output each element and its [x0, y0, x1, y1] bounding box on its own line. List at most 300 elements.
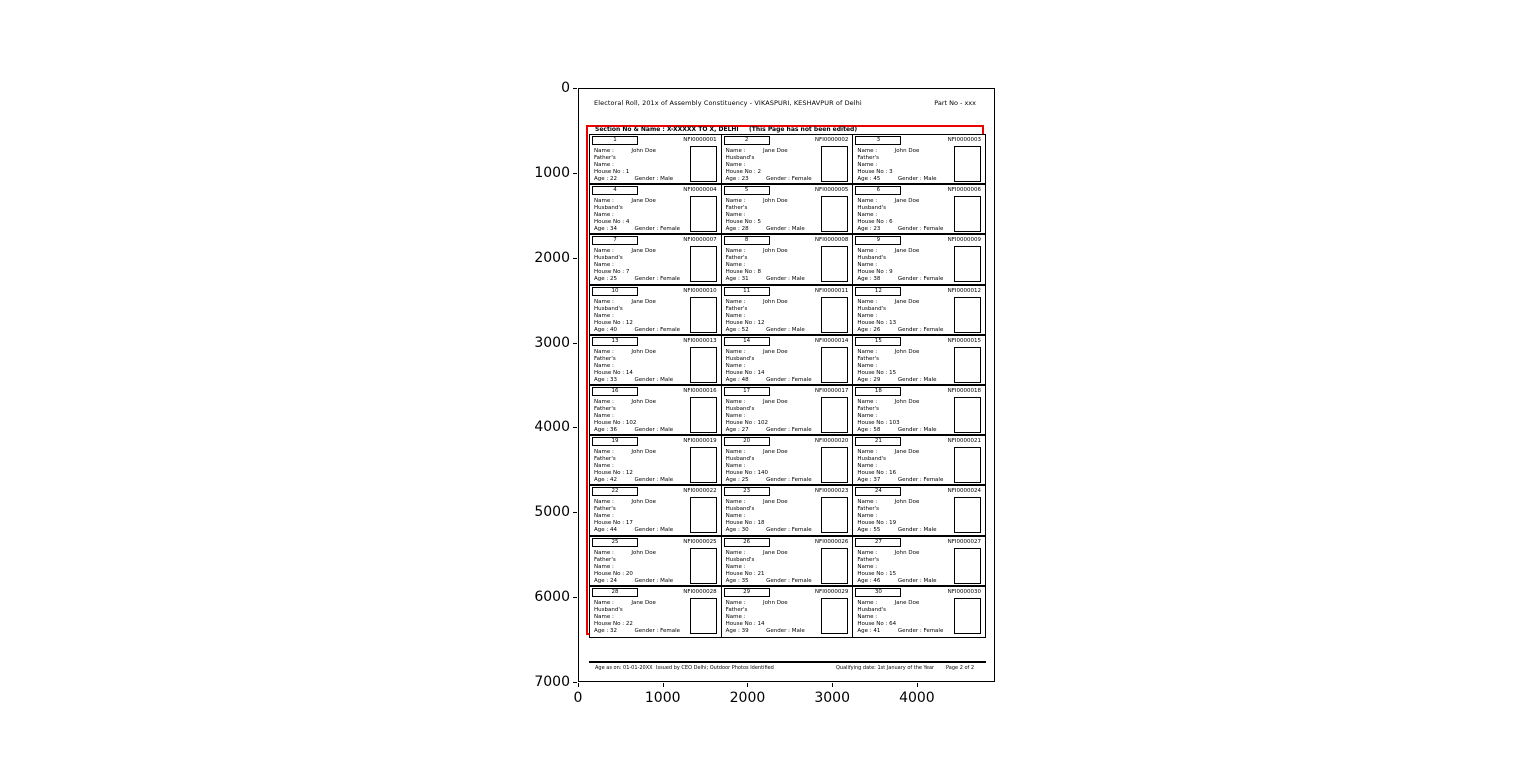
voter-name: Jane Doe	[894, 599, 920, 606]
relation-line-2: Name :	[725, 312, 746, 319]
house-number: 9	[889, 269, 893, 276]
footer-age-note: Age as on: 01-01-20XX	[595, 665, 653, 671]
y-tick-label: 0	[561, 80, 570, 96]
serial-number-box	[855, 588, 901, 597]
serial-number-box	[855, 387, 901, 396]
name-label: Name :	[857, 599, 878, 606]
x-tick-label: 4000	[899, 690, 935, 706]
age-value: 33	[610, 376, 617, 383]
gender-label: Gender :	[634, 527, 661, 534]
gender-label: Gender :	[766, 527, 792, 534]
voter-name-line	[726, 248, 821, 255]
voter-card	[590, 486, 722, 536]
epic-number: NFI0000020	[814, 438, 849, 445]
house-number: 8	[757, 269, 761, 276]
voter-photo-box	[690, 548, 717, 584]
voter-name: John Doe	[631, 499, 657, 506]
footer-divider	[589, 661, 986, 663]
gender-value: Female	[791, 527, 812, 534]
voter-name-line	[594, 550, 689, 557]
serial-number: 23	[743, 488, 751, 495]
relation-line-2: Name :	[857, 463, 878, 470]
voter-name: John Doe	[894, 348, 920, 355]
voter-photo-box	[690, 196, 717, 232]
age-label: Age :	[857, 527, 874, 534]
voter-name: Jane Doe	[631, 599, 656, 606]
gender-value: Male	[791, 226, 805, 233]
gender-label: Gender :	[766, 376, 792, 383]
y-tick-mark	[573, 512, 577, 513]
voter-photo-box	[690, 497, 717, 533]
relation-line-1: Husband's	[594, 205, 623, 212]
voter-details	[594, 148, 689, 183]
epic-number: NFI0000026	[814, 538, 849, 545]
age-value: 25	[610, 276, 617, 283]
y-tick-mark	[573, 597, 577, 598]
name-label: Name :	[594, 549, 614, 556]
epic-number: NFI0000028	[683, 588, 717, 595]
relation-line-1: Father's	[725, 205, 748, 212]
gender-value: Male	[923, 176, 937, 182]
serial-number: 19	[611, 438, 619, 445]
serial-number-box	[592, 136, 638, 145]
voter-details	[594, 349, 689, 384]
serial-number-box	[724, 337, 770, 346]
plot-area	[578, 88, 995, 682]
epic-number: NFI0000027	[947, 538, 981, 545]
serial-number: 7	[613, 237, 617, 244]
gender-label: Gender :	[897, 376, 924, 383]
age-value: 45	[873, 176, 881, 182]
age-gender-line	[726, 628, 821, 635]
voter-name-line	[857, 499, 952, 506]
relation-line-1: Father's	[725, 255, 748, 262]
relation-line-1: Father's	[725, 606, 748, 613]
relation-line-1: Husband's	[857, 305, 887, 312]
voter-card	[853, 336, 985, 386]
name-label: Name :	[594, 298, 614, 305]
voter-name-line	[726, 299, 821, 306]
voter-photo-box	[690, 246, 717, 282]
house-line	[726, 470, 821, 477]
voter-details	[726, 349, 821, 384]
voter-name-line	[857, 349, 952, 356]
voter-details	[857, 248, 952, 283]
voter-name-line	[726, 449, 821, 456]
relation-line-2: Name :	[857, 362, 878, 369]
gender-value: Female	[923, 627, 944, 634]
serial-number: 10	[611, 287, 619, 294]
house-number: 12	[625, 319, 633, 326]
gender-value: Male	[660, 376, 674, 383]
voter-details	[857, 550, 952, 585]
age-gender-line	[726, 176, 821, 183]
voter-photo-box	[954, 196, 981, 232]
age-gender-line	[726, 477, 821, 484]
age-gender-line	[594, 628, 689, 635]
relation-line-2: Name :	[594, 312, 614, 319]
y-tick-label: 7000	[534, 673, 570, 690]
age-value: 40	[610, 326, 617, 333]
gender-label: Gender :	[634, 477, 661, 484]
serial-number: 6	[876, 187, 881, 194]
epic-number: NFI0000007	[683, 237, 717, 244]
age-gender-line	[594, 276, 689, 283]
gender-label: Gender :	[766, 627, 792, 634]
voter-photo-box	[954, 297, 981, 333]
house-label: House No :	[857, 570, 890, 577]
serial-number-box	[855, 337, 901, 346]
age-value: 22	[610, 176, 617, 182]
voter-details	[726, 148, 821, 183]
voter-details	[594, 248, 689, 283]
age-gender-line	[726, 276, 821, 283]
serial-number-box	[592, 387, 638, 396]
house-line	[594, 169, 689, 176]
gender-label: Gender :	[766, 577, 792, 584]
voter-name: John Doe	[631, 449, 657, 456]
gender-label: Gender :	[634, 627, 661, 634]
relation-line-1: Husband's	[594, 255, 623, 262]
voter-name: Jane Doe	[894, 449, 920, 456]
relation-line-1: Father's	[857, 355, 880, 362]
relation-line-1: Father's	[857, 506, 880, 513]
epic-number: NFI0000021	[947, 438, 981, 445]
voter-name: John Doe	[762, 198, 788, 205]
age-label: Age :	[857, 176, 874, 182]
serial-number-box	[855, 538, 901, 547]
age-gender-line	[857, 578, 952, 585]
relation-line-1: Husband's	[594, 606, 623, 613]
epic-number: NFI0000014	[814, 337, 849, 344]
voter-photo-box	[821, 548, 848, 584]
relation-line-1: Father's	[594, 155, 616, 161]
name-label: Name :	[725, 499, 746, 506]
relation-line-2: Name :	[857, 413, 878, 419]
age-value: 30	[741, 527, 749, 534]
gender-label: Gender :	[634, 427, 661, 433]
epic-number: NFI0000018	[947, 388, 981, 394]
age-label: Age :	[857, 577, 874, 584]
voter-name: John Doe	[894, 148, 920, 154]
gender-label: Gender :	[766, 326, 792, 333]
voter-photo-box	[821, 246, 848, 282]
serial-number-box	[592, 287, 638, 296]
age-label: Age :	[594, 627, 610, 634]
house-number: 15	[889, 570, 897, 577]
age-value: 48	[741, 376, 749, 383]
house-label: House No :	[725, 470, 758, 477]
voter-details	[594, 198, 689, 233]
house-line	[594, 370, 689, 377]
serial-number-box	[592, 588, 638, 597]
voter-card	[853, 235, 985, 285]
voter-card	[590, 235, 722, 285]
house-line	[594, 420, 689, 427]
epic-number: NFI0000030	[947, 588, 981, 595]
serial-number: 11	[743, 287, 751, 294]
house-number: 15	[889, 369, 897, 376]
serial-number-box	[592, 236, 638, 245]
age-value: 25	[741, 477, 749, 484]
y-tick-label: 5000	[534, 504, 570, 521]
name-label: Name :	[857, 198, 878, 205]
age-gender-line	[726, 226, 821, 233]
voter-name: John Doe	[631, 549, 657, 556]
age-gender-line	[594, 527, 689, 534]
voter-photo-box	[690, 447, 717, 483]
gender-value: Female	[791, 577, 812, 584]
x-tick-label: 1000	[644, 690, 681, 706]
voter-card	[590, 286, 722, 336]
age-label: Age :	[594, 527, 610, 534]
gender-label: Gender :	[766, 477, 792, 484]
relation-line-2: Name :	[594, 362, 614, 369]
epic-number: NFI0000010	[683, 287, 717, 294]
voter-photo-box	[821, 497, 848, 533]
serial-number: 27	[874, 538, 882, 545]
voter-photo-box	[954, 497, 981, 533]
serial-number-box	[724, 287, 770, 296]
age-label: Age :	[857, 276, 874, 283]
house-label: House No :	[857, 369, 890, 376]
voter-name-line	[857, 600, 952, 607]
gender-value: Male	[791, 276, 805, 283]
age-label: Age :	[594, 276, 610, 283]
voter-details	[857, 499, 952, 534]
epic-number: NFI0000024	[947, 488, 981, 495]
age-gender-line	[726, 377, 821, 384]
age-value: 41	[873, 627, 881, 634]
age-value: 32	[610, 627, 617, 634]
voter-card	[722, 185, 854, 235]
age-label: Age :	[725, 527, 742, 534]
voter-card	[853, 486, 985, 536]
name-label: Name :	[594, 399, 614, 405]
y-tick-label: 1000	[534, 164, 570, 181]
x-tick-mark	[747, 683, 748, 687]
voter-name: John Doe	[894, 499, 920, 506]
epic-number: NFI0000009	[947, 237, 981, 244]
name-label: Name :	[857, 348, 878, 355]
voter-photo-box	[690, 397, 717, 433]
house-number: 20	[625, 570, 633, 577]
footer-issuer-note: Issued by CEO Delhi; Outdoor Photos Identified	[656, 665, 774, 671]
serial-number: 1	[613, 137, 617, 143]
relation-line-2: Name :	[594, 613, 614, 620]
house-line	[857, 370, 952, 377]
y-tick-label: 2000	[534, 249, 570, 266]
epic-number: NFI0000025	[683, 538, 717, 545]
voter-name-line	[857, 198, 952, 205]
serial-number: 25	[611, 538, 619, 545]
age-gender-line	[726, 327, 821, 334]
gender-label: Gender :	[634, 276, 661, 283]
name-label: Name :	[594, 248, 614, 255]
age-gender-line	[857, 276, 952, 283]
relation-line-2: Name :	[725, 162, 746, 168]
name-label: Name :	[725, 348, 746, 355]
serial-number-box	[724, 387, 770, 396]
voter-name: Jane Doe	[894, 248, 920, 255]
age-gender-line	[594, 226, 689, 233]
house-number: 1	[625, 169, 630, 175]
age-label: Age :	[857, 226, 874, 233]
age-label: Age :	[857, 326, 874, 333]
serial-number-box	[855, 136, 901, 145]
voter-name: Jane Doe	[762, 399, 788, 405]
age-value: 44	[610, 527, 617, 534]
age-label: Age :	[594, 427, 610, 433]
voter-photo-box	[690, 347, 717, 383]
serial-number-box	[724, 186, 770, 195]
gender-label: Gender :	[897, 477, 924, 484]
house-line	[857, 420, 952, 427]
relation-line-2: Name :	[594, 413, 614, 419]
house-number: 21	[757, 570, 765, 577]
age-value: 46	[873, 577, 881, 584]
house-number: 4	[625, 219, 630, 226]
voter-name: Jane Doe	[762, 499, 788, 506]
voter-details	[857, 399, 952, 434]
serial-number: 18	[874, 388, 882, 394]
voter-card	[590, 587, 722, 637]
epic-number: NFI0000029	[814, 588, 849, 595]
voter-details	[726, 550, 821, 585]
relation-line-1: Father's	[594, 506, 616, 513]
house-line	[857, 320, 952, 327]
part-number: Part No - xxx	[934, 99, 976, 107]
voter-photo-box	[954, 447, 981, 483]
name-label: Name :	[725, 399, 746, 405]
house-number: 12	[625, 470, 633, 477]
serial-number: 22	[611, 488, 619, 495]
age-value: 38	[873, 276, 881, 283]
name-label: Name :	[857, 499, 878, 506]
age-label: Age :	[725, 627, 742, 634]
epic-number: NFI0000023	[814, 488, 849, 495]
voter-card	[853, 185, 985, 235]
voter-name-line	[594, 600, 689, 607]
voter-name: Jane Doe	[762, 549, 788, 556]
serial-number: 3	[876, 137, 881, 143]
relation-line-1: Father's	[857, 556, 880, 563]
x-tick-mark	[578, 683, 579, 687]
gender-label: Gender :	[897, 527, 924, 534]
serial-number-box	[724, 437, 770, 446]
house-number: 13	[889, 319, 897, 326]
voter-card	[590, 185, 722, 235]
house-label: House No :	[725, 620, 758, 627]
voter-name-line	[594, 248, 689, 255]
age-label: Age :	[594, 477, 610, 484]
age-value: 23	[741, 176, 749, 182]
serial-number: 21	[874, 438, 882, 445]
voter-card	[853, 286, 985, 336]
name-label: Name :	[594, 599, 614, 606]
serial-number-box	[855, 487, 901, 496]
epic-number: NFI0000005	[814, 187, 849, 194]
house-line	[726, 169, 821, 176]
name-label: Name :	[725, 449, 746, 456]
footer-page-number: Page 2 of 2	[946, 665, 975, 671]
age-value: 31	[741, 276, 749, 283]
age-value: 36	[610, 427, 617, 433]
house-label: House No :	[594, 219, 626, 226]
voter-card	[590, 436, 722, 486]
age-gender-line	[726, 427, 821, 434]
serial-number: 26	[743, 538, 751, 545]
epic-number: NFI0000003	[947, 137, 981, 143]
name-label: Name :	[725, 599, 746, 606]
voter-details	[726, 499, 821, 534]
house-number: 14	[757, 369, 765, 376]
section-no-name: Section No & Name : X-XXXXX TO X, DELHI	[595, 126, 739, 133]
house-number: 18	[757, 520, 765, 527]
voter-photo-box	[821, 196, 848, 232]
serial-number: 13	[611, 337, 619, 344]
gender-label: Gender :	[897, 427, 924, 433]
voter-name: John Doe	[762, 248, 788, 255]
relation-line-2: Name :	[725, 262, 746, 269]
serial-number-box	[855, 186, 901, 195]
house-line	[594, 320, 689, 327]
age-value: 29	[873, 376, 881, 383]
gender-value: Female	[923, 326, 944, 333]
relation-line-1: Husband's	[725, 456, 755, 463]
voter-name: Jane Doe	[894, 298, 920, 305]
gender-label: Gender :	[897, 627, 924, 634]
house-label: House No :	[857, 269, 890, 276]
voter-card	[853, 386, 985, 436]
gender-value: Female	[923, 226, 944, 233]
voter-name-line	[726, 148, 821, 155]
age-value: 35	[741, 577, 749, 584]
relation-line-2: Name :	[857, 212, 878, 219]
name-label: Name :	[725, 298, 746, 305]
age-gender-line	[857, 427, 952, 434]
gender-label: Gender :	[897, 176, 924, 182]
relation-line-1: Father's	[857, 406, 880, 412]
age-value: 55	[873, 527, 881, 534]
age-label: Age :	[725, 376, 742, 383]
voter-card	[853, 587, 985, 637]
house-label: House No :	[857, 319, 890, 326]
voter-name-line	[857, 299, 952, 306]
age-value: 34	[610, 226, 617, 233]
voter-card	[722, 135, 854, 185]
house-line	[857, 269, 952, 276]
serial-number-box	[592, 337, 638, 346]
relation-line-2: Name :	[725, 413, 746, 419]
voter-photo-box	[821, 146, 848, 182]
epic-number: NFI0000004	[683, 187, 717, 194]
relation-line-1: Father's	[857, 155, 880, 161]
voter-photo-box	[821, 598, 848, 634]
voter-details	[594, 449, 689, 484]
serial-number-box	[855, 236, 901, 245]
epic-number: NFI0000022	[683, 488, 717, 495]
voter-photo-box	[954, 347, 981, 383]
age-gender-line	[857, 176, 952, 183]
house-label: House No :	[725, 319, 758, 326]
page-title: Electoral Roll, 201x of Assembly Constituency - VIKASPURI, KESHAVPUR of Delhi	[594, 99, 862, 107]
voter-name-line	[857, 449, 952, 456]
gender-value: Male	[660, 176, 674, 182]
serial-number-box	[592, 437, 638, 446]
voter-card	[722, 537, 854, 587]
relation-line-2: Name :	[725, 362, 746, 369]
